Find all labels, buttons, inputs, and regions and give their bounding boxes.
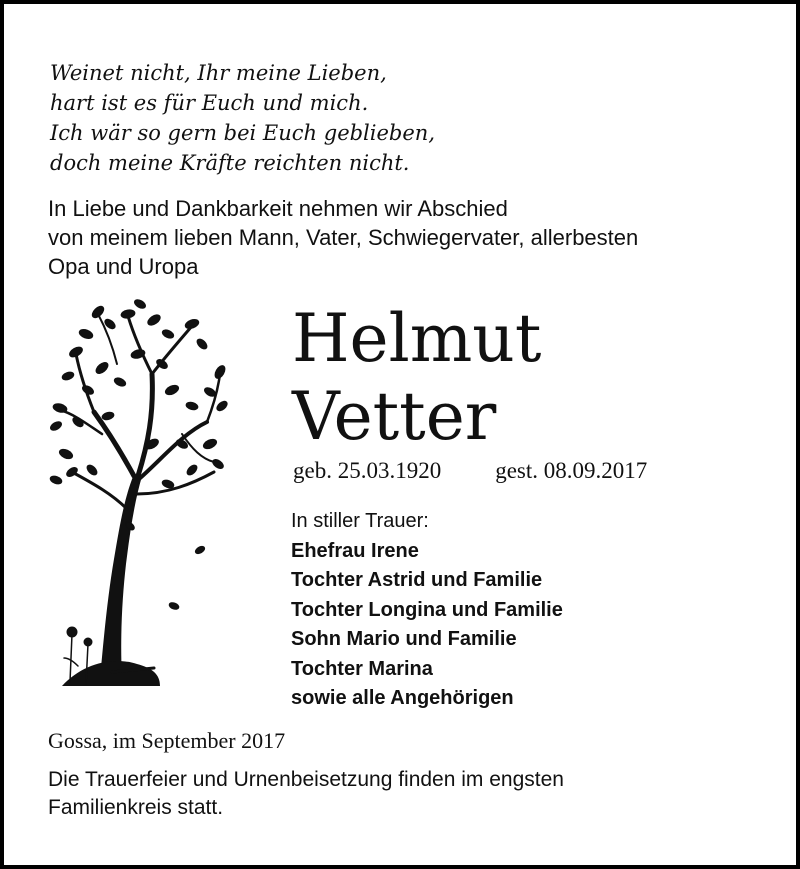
poem-line: hart ist es für Euch und mich. xyxy=(50,91,369,115)
intro-line: In Liebe und Dankbarkeit nehmen wir Abschied xyxy=(48,196,508,221)
poem-line: doch meine Kräfte reichten nicht. xyxy=(50,151,410,175)
place-date: Gossa, im September 2017 xyxy=(48,728,286,753)
intro-line: Opa und Uropa xyxy=(48,254,199,279)
mourners-heading: In stiller Trauer: xyxy=(291,510,429,532)
deceased-name xyxy=(292,300,541,456)
mourner: Ehefrau Irene xyxy=(291,539,419,562)
funeral-note-line: Die Trauerfeier und Urnenbeisetzung finden im engsten xyxy=(48,768,564,791)
poem xyxy=(50,58,435,178)
intro-line: von meinem lieben Mann, Vater, Schwiegervater, allerbesten xyxy=(48,225,639,250)
birth-date: geb. 25.03.1920 xyxy=(293,458,442,483)
mourner: Tochter Marina xyxy=(291,657,433,680)
poem-line: Ich wär so gern bei Euch geblieben, xyxy=(50,121,435,145)
mourner: Tochter Astrid und Familie xyxy=(291,569,543,591)
death-date: gest. 08.09.2017 xyxy=(495,458,648,483)
funeral-note xyxy=(48,766,564,822)
tree-silhouette-icon xyxy=(42,294,232,704)
funeral-note-line: Familienkreis statt. xyxy=(48,796,224,819)
intro-text xyxy=(48,194,638,281)
first-name: Helmut xyxy=(292,300,542,377)
life-dates xyxy=(293,456,647,486)
poem-line: Weinet nicht, Ihr meine Lieben, xyxy=(50,61,387,85)
mourner: Tochter Longina und Familie xyxy=(291,598,563,621)
mourner: Sohn Mario und Familie xyxy=(291,628,517,650)
mourner: sowie alle Angehörigen xyxy=(291,687,514,709)
last-name: Vetter xyxy=(292,378,497,455)
mourners-list xyxy=(291,507,563,714)
